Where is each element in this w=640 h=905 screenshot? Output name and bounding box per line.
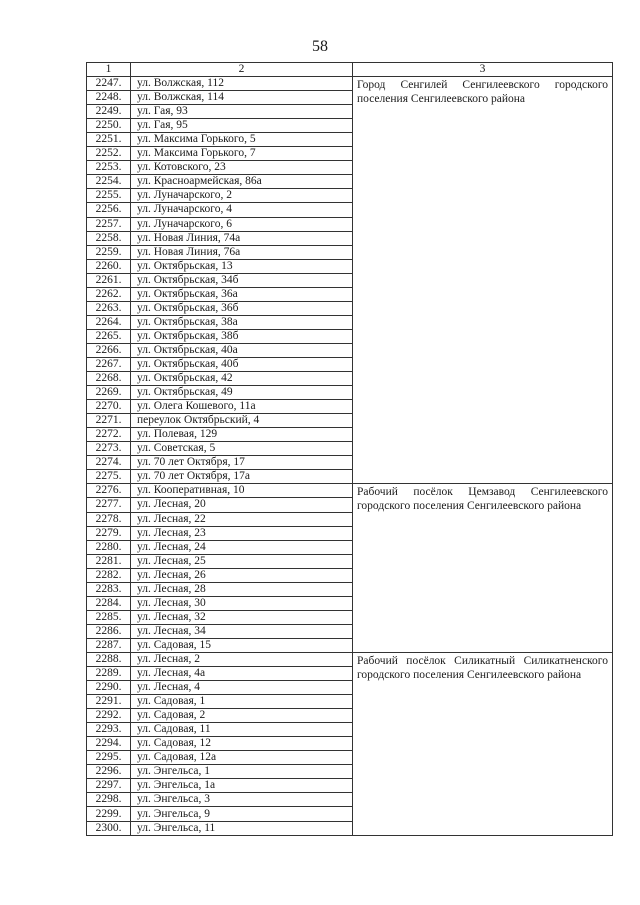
address-cell: переулок Октябрьский, 4 <box>131 414 353 428</box>
address-cell: ул. Гая, 95 <box>131 119 353 133</box>
table-body <box>87 77 613 836</box>
row-number: 2284. <box>87 596 131 610</box>
row-number: 2264. <box>87 315 131 329</box>
address-cell: ул. Садовая, 12а <box>131 751 353 765</box>
address-cell: ул. Энгельса, 11 <box>131 821 353 835</box>
row-number: 2271. <box>87 414 131 428</box>
row-number: 2263. <box>87 301 131 315</box>
row-number: 2295. <box>87 751 131 765</box>
row-number: 2265. <box>87 329 131 343</box>
row-number: 2261. <box>87 273 131 287</box>
address-cell: ул. Лесная, 22 <box>131 512 353 526</box>
row-number: 2277. <box>87 498 131 512</box>
address-cell: ул. Лесная, 25 <box>131 554 353 568</box>
address-cell: ул. Полевая, 129 <box>131 428 353 442</box>
address-cell: ул. 70 лет Октября, 17 <box>131 456 353 470</box>
address-cell: ул. 70 лет Октября, 17а <box>131 470 353 484</box>
address-cell: ул. Октябрьская, 40а <box>131 343 353 357</box>
locality-cell: Город Сенгилей Сенгилеевского городского поселения Сенгилеевского района <box>353 77 613 484</box>
address-cell: ул. Новая Линия, 74а <box>131 231 353 245</box>
address-cell: ул. Октябрьская, 34б <box>131 273 353 287</box>
address-cell: ул. Новая Линия, 76а <box>131 245 353 259</box>
address-cell: ул. Максима Горького, 5 <box>131 133 353 147</box>
address-cell: ул. Советская, 5 <box>131 442 353 456</box>
row-number: 2269. <box>87 386 131 400</box>
address-cell: ул. Октябрьская, 36а <box>131 287 353 301</box>
address-cell: ул. Лесная, 2 <box>131 652 353 666</box>
row-number: 2274. <box>87 456 131 470</box>
address-cell: ул. Лесная, 26 <box>131 568 353 582</box>
address-cell: ул. Октябрьская, 13 <box>131 259 353 273</box>
address-cell: ул. Садовая, 1 <box>131 695 353 709</box>
row-number: 2249. <box>87 105 131 119</box>
row-number: 2275. <box>87 470 131 484</box>
row-number: 2292. <box>87 709 131 723</box>
address-cell: ул. Кооперативная, 10 <box>131 484 353 498</box>
address-cell: ул. Олега Кошевого, 11а <box>131 400 353 414</box>
row-number: 2247. <box>87 77 131 91</box>
address-cell: ул. Лесная, 23 <box>131 526 353 540</box>
row-number: 2279. <box>87 526 131 540</box>
address-cell: ул. Волжская, 112 <box>131 77 353 91</box>
row-number: 2270. <box>87 400 131 414</box>
row-number: 2273. <box>87 442 131 456</box>
address-cell: ул. Октябрьская, 36б <box>131 301 353 315</box>
table-row <box>87 77 613 91</box>
address-cell: ул. Октябрьская, 38а <box>131 315 353 329</box>
row-number: 2259. <box>87 245 131 259</box>
row-number: 2285. <box>87 610 131 624</box>
row-number: 2260. <box>87 259 131 273</box>
row-number: 2297. <box>87 779 131 793</box>
address-cell: ул. Энгельса, 9 <box>131 807 353 821</box>
row-number: 2256. <box>87 203 131 217</box>
row-number: 2268. <box>87 372 131 386</box>
address-cell: ул. Лесная, 34 <box>131 624 353 638</box>
address-cell: ул. Лесная, 28 <box>131 582 353 596</box>
row-number: 2253. <box>87 161 131 175</box>
row-number: 2281. <box>87 554 131 568</box>
address-cell: ул. Энгельса, 1 <box>131 765 353 779</box>
address-cell: ул. Лесная, 20 <box>131 498 353 512</box>
address-cell: ул. Волжская, 114 <box>131 91 353 105</box>
address-cell: ул. Луначарского, 2 <box>131 189 353 203</box>
row-number: 2252. <box>87 147 131 161</box>
row-number: 2278. <box>87 512 131 526</box>
row-number: 2283. <box>87 582 131 596</box>
row-number: 2298. <box>87 793 131 807</box>
address-cell: ул. Лесная, 4а <box>131 667 353 681</box>
row-number: 2272. <box>87 428 131 442</box>
address-cell: ул. Садовая, 15 <box>131 638 353 652</box>
locality-cell: Рабочий посёлок Силикатный Силикатненского городского поселения Сенгилеевского района <box>353 652 613 835</box>
row-number: 2266. <box>87 343 131 357</box>
address-cell: ул. Октябрьская, 38б <box>131 329 353 343</box>
row-number: 2280. <box>87 540 131 554</box>
address-table <box>86 62 613 836</box>
row-number: 2291. <box>87 695 131 709</box>
address-cell: ул. Энгельса, 1а <box>131 779 353 793</box>
address-cell: ул. Гая, 93 <box>131 105 353 119</box>
address-cell: ул. Садовая, 11 <box>131 723 353 737</box>
address-cell: ул. Садовая, 12 <box>131 737 353 751</box>
table-row <box>87 652 613 666</box>
address-cell: ул. Садовая, 2 <box>131 709 353 723</box>
address-cell: ул. Лесная, 4 <box>131 681 353 695</box>
table-row <box>87 484 613 498</box>
table-header-row <box>87 63 613 77</box>
row-number: 2289. <box>87 667 131 681</box>
row-number: 2262. <box>87 287 131 301</box>
row-number: 2255. <box>87 189 131 203</box>
column-header-3: 3 <box>353 63 613 77</box>
address-cell: ул. Октябрьская, 49 <box>131 386 353 400</box>
row-number: 2287. <box>87 638 131 652</box>
address-cell: ул. Максима Горького, 7 <box>131 147 353 161</box>
column-header-1: 1 <box>87 63 131 77</box>
row-number: 2257. <box>87 217 131 231</box>
page-number: 58 <box>312 38 328 55</box>
address-cell: ул. Энгельса, 3 <box>131 793 353 807</box>
row-number: 2258. <box>87 231 131 245</box>
address-cell: ул. Луначарского, 4 <box>131 203 353 217</box>
locality-cell: Рабочий посёлок Цемзавод Сенгилеевского городского поселения Сенгилеевского района <box>353 484 613 653</box>
row-number: 2296. <box>87 765 131 779</box>
address-cell: ул. Лесная, 32 <box>131 610 353 624</box>
address-cell: ул. Октябрьская, 40б <box>131 357 353 371</box>
address-cell: ул. Котовского, 23 <box>131 161 353 175</box>
row-number: 2293. <box>87 723 131 737</box>
address-cell: ул. Луначарского, 6 <box>131 217 353 231</box>
row-number: 2267. <box>87 357 131 371</box>
address-cell: ул. Красноармейская, 86а <box>131 175 353 189</box>
row-number: 2276. <box>87 484 131 498</box>
row-number: 2282. <box>87 568 131 582</box>
row-number: 2250. <box>87 119 131 133</box>
row-number: 2254. <box>87 175 131 189</box>
row-number: 2300. <box>87 821 131 835</box>
address-cell: ул. Лесная, 24 <box>131 540 353 554</box>
column-header-2: 2 <box>131 63 353 77</box>
address-cell: ул. Лесная, 30 <box>131 596 353 610</box>
row-number: 2299. <box>87 807 131 821</box>
row-number: 2286. <box>87 624 131 638</box>
row-number: 2290. <box>87 681 131 695</box>
row-number: 2294. <box>87 737 131 751</box>
row-number: 2251. <box>87 133 131 147</box>
address-cell: ул. Октябрьская, 42 <box>131 372 353 386</box>
row-number: 2288. <box>87 652 131 666</box>
row-number: 2248. <box>87 91 131 105</box>
